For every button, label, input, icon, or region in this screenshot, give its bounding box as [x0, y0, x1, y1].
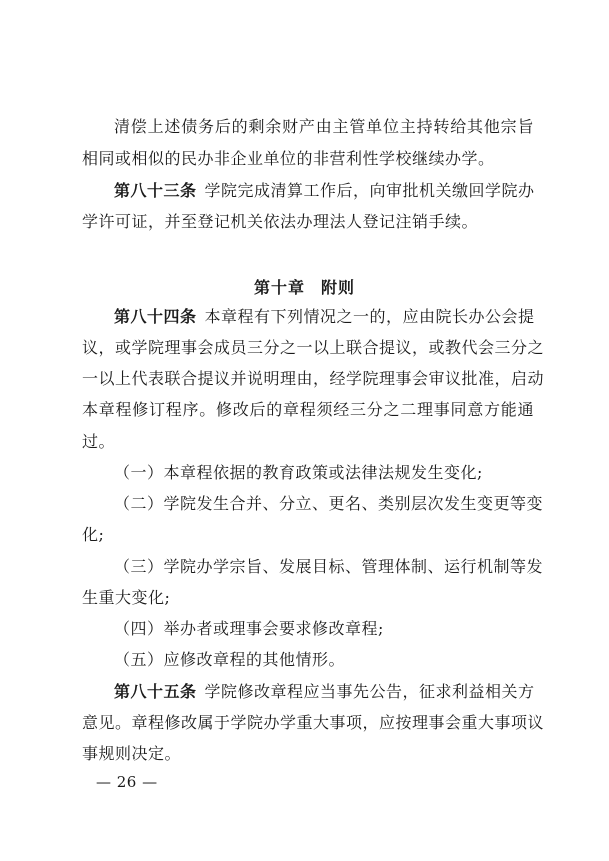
chapter-number: 第十章: [253, 278, 305, 297]
article-84-line: [114, 307, 534, 327]
article-83-line: [114, 181, 534, 201]
chapter-title: 附则: [321, 278, 356, 297]
paragraph-line: 清偿上述债务后的剩余财产由主管单位主持转给其他宗旨: [114, 117, 534, 136]
list-item: （二）学院发生合并、分立、更名、类别层次发生变更等变: [114, 494, 544, 513]
article-text: 本章程有下列情况之一的，应由院长办公会提: [204, 307, 535, 326]
paragraph-line: 事规则决定。: [82, 744, 182, 763]
list-item: （五）应修改章程的其他情形。: [114, 650, 346, 669]
paragraph-line: 意见。章程修改属于学院办学重大事项，应按理事会重大事项议: [82, 713, 545, 732]
paragraph-line: 本章程修订程序。修改后的章程须经三分之二理事同意方能通: [82, 400, 534, 419]
paragraph-line: 学许可证，并至登记机关依法办理法人登记注销手续。: [82, 212, 479, 231]
paragraph-line: 议，或学院理事会成员三分之一以上联合提议，或教代会三分之: [82, 338, 545, 357]
list-item: （四）举办者或理事会要求修改章程;: [114, 619, 384, 638]
chapter-heading: [0, 275, 609, 298]
article-text: 学院完成清算工作后，向审批机关缴回学院办: [204, 181, 535, 200]
paragraph-line: 过。: [82, 432, 116, 451]
paragraph-line: 一以上代表联合提议并说明理由，经学院理事会审议批准，启动: [82, 369, 545, 388]
list-item-continuation: 化;: [82, 525, 105, 544]
list-item: （三）学院办学宗旨、发展目标、管理体制、运行机制等发: [114, 557, 544, 576]
list-item-continuation: 生重大变化;: [82, 588, 171, 607]
article-85-line: [114, 682, 534, 702]
article-label: 第八十三条: [114, 181, 197, 200]
article-text: 学院修改章程应当事先公告，征求利益相关方: [204, 682, 535, 701]
article-label: 第八十四条: [114, 307, 197, 326]
article-label: 第八十五条: [114, 682, 197, 701]
list-item: （一）本章程依据的教育政策或法律法规发生变化;: [114, 463, 483, 482]
paragraph-line: 相同或相似的民办非企业单位的非营利性学校继续办学。: [82, 149, 495, 168]
page-number: — 26 —: [96, 773, 158, 791]
